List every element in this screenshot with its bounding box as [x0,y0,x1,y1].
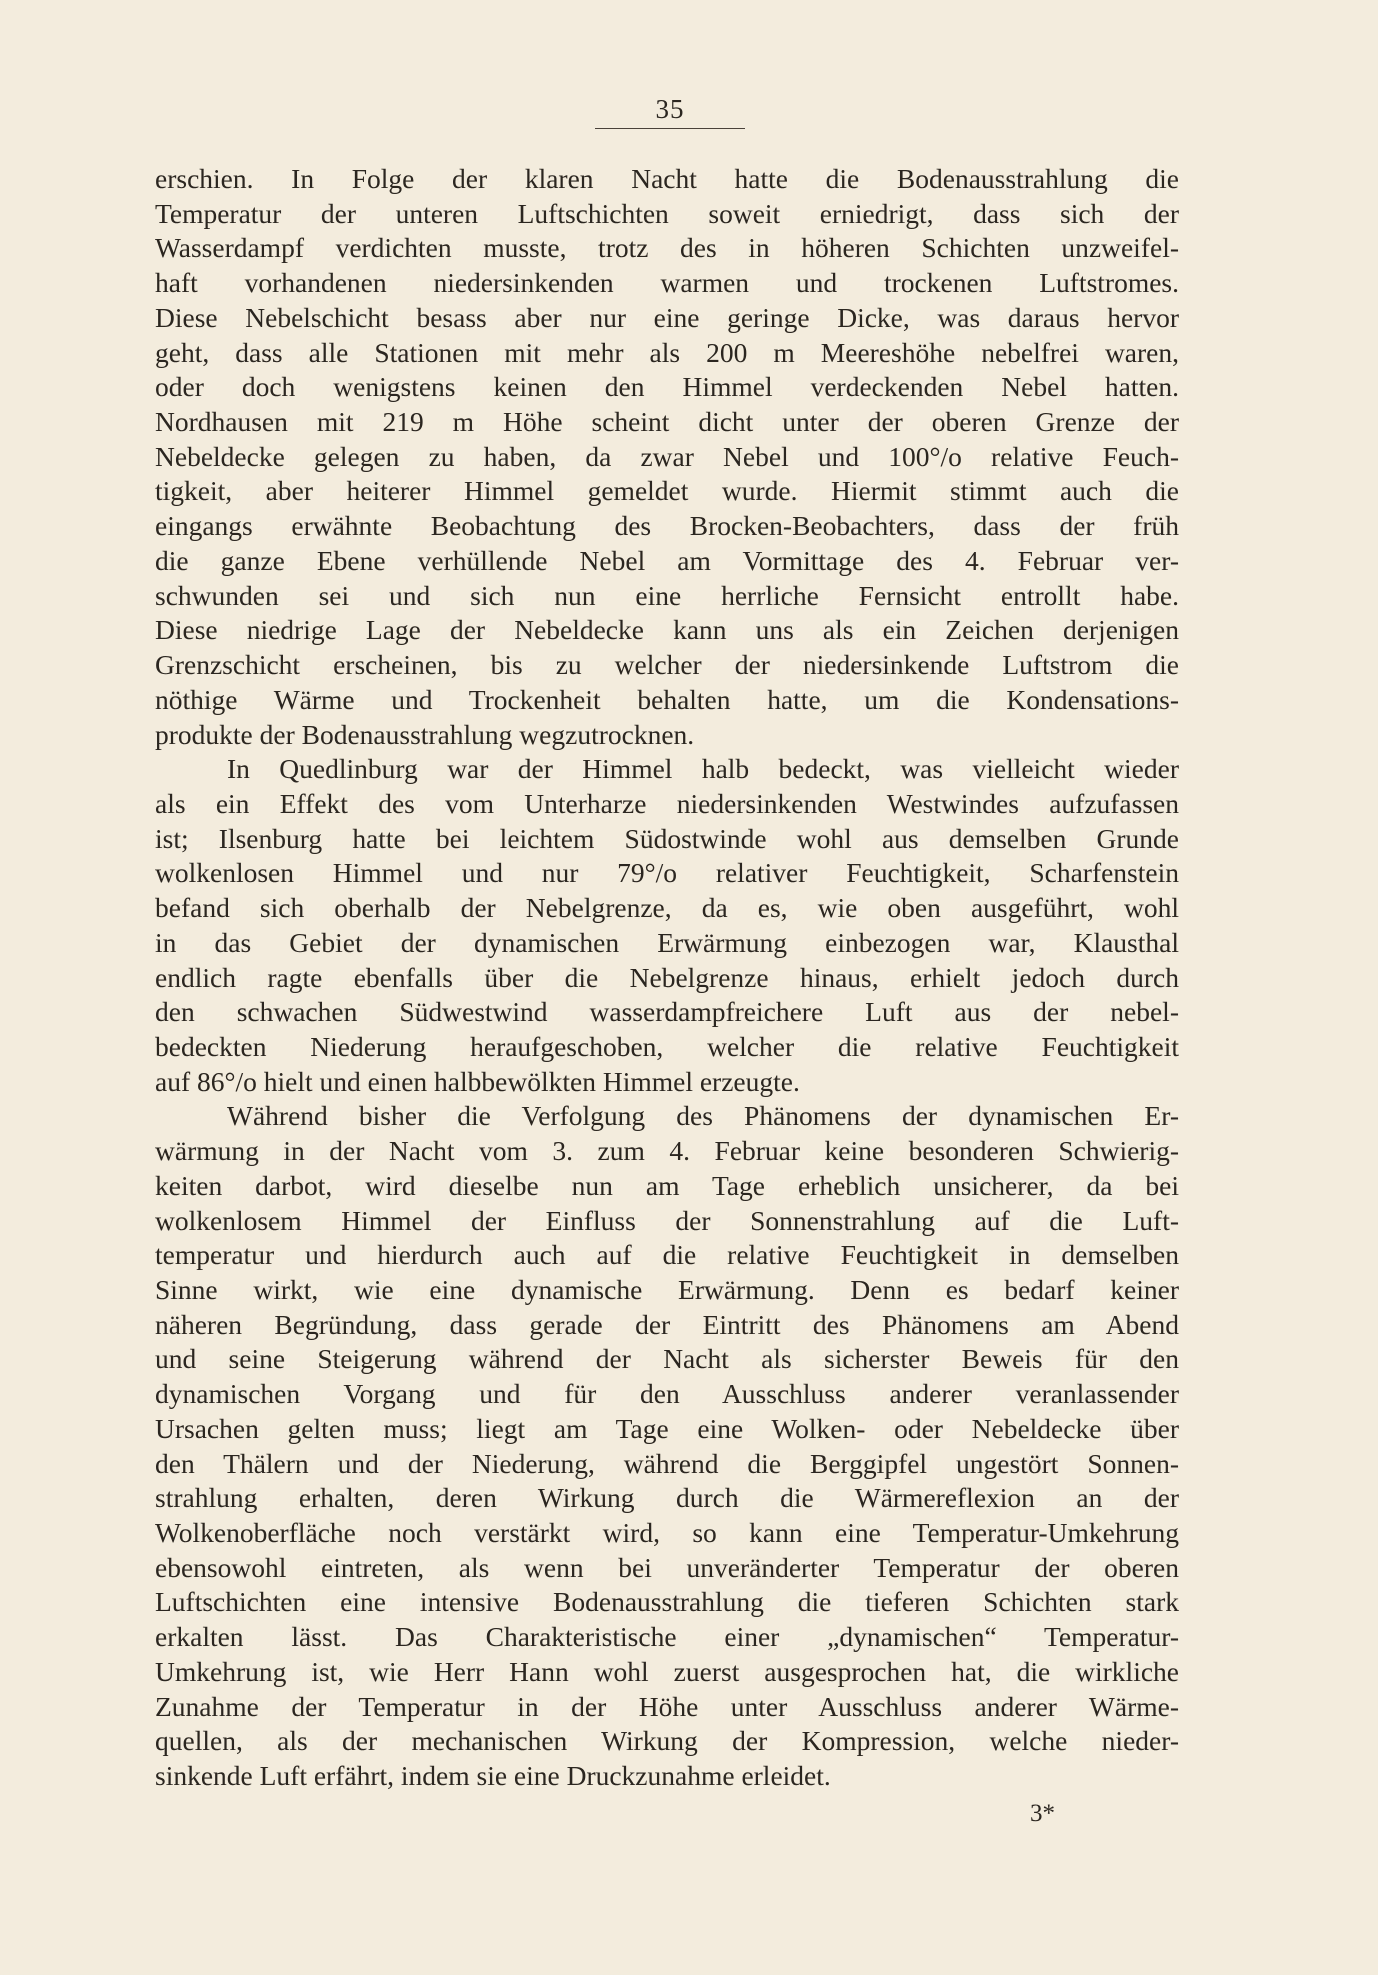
text-line: temperatur und hierdurch auch auf die relative Feuchtigkeit in demselben [155,1239,1179,1271]
text-line: geht, dass alle Stationen mit mehr als 200 m Meereshöhe nebelfrei waren, [155,336,1179,368]
body-text [155,162,1179,1794]
text-line: auf 86°/o hielt und einen halbbewölkten Himmel erzeugte. [155,1065,800,1097]
text-line: oder doch wenigstens keinen den Himmel verdeckenden Nebel hatten. [155,371,1179,403]
text-line: die ganze Ebene verhüllende Nebel am Vormittage des 4. Februar ver- [155,544,1179,576]
text-line: wärmung in der Nacht vom 3. zum 4. Februar keine besonderen Schwierig- [155,1135,1179,1167]
text-line: Zunahme der Temperatur in der Höhe unter Ausschluss anderer Wärme- [155,1690,1179,1722]
text-line: tigkeit, aber heiterer Himmel gemeldet wurde. Hiermit stimmt auch die [155,475,1179,507]
text-line: befand sich oberhalb der Nebelgrenze, da es, wie oben ausgeführt, wohl [155,892,1179,924]
text-line: näheren Begründung, dass gerade der Eintritt des Phänomens am Abend [155,1308,1179,1340]
text-line: erkalten lässt. Das Charakteristische einer „dynamischen“ Temperatur- [155,1621,1179,1653]
text-line: und seine Steigerung während der Nacht als sicherster Beweis für den [155,1343,1179,1375]
page-number: 35 [655,94,685,124]
text-line: quellen, als der mechanischen Wirkung der Kompression, welche nieder- [155,1725,1179,1757]
text-line: sinkende Luft erfährt, indem sie eine Druckzunahme erleidet. [155,1760,831,1792]
text-line: den Thälern und der Niederung, während die Berggipfel ungestört Sonnen- [155,1447,1179,1479]
text-line: in das Gebiet der dynamischen Erwärmung einbezogen war, Klausthal [155,926,1179,958]
text-line: Während bisher die Verfolgung des Phänomens der dynamischen Er- [227,1100,1179,1132]
text-line: schwunden sei und sich nun eine herrliche Fernsicht entrollt habe. [155,579,1179,611]
text-line: Wasserdampf verdichten musste, trotz des in höheren Schichten unzweifel- [155,232,1179,264]
text-line: ist; Ilsenburg hatte bei leichtem Südostwinde wohl aus demselben Grunde [155,822,1179,854]
text-line: als ein Effekt des vom Unterharze niedersinkenden Westwindes aufzufassen [155,787,1179,819]
text-line: Wolkenoberfläche noch verstärkt wird, so kann eine Temperatur-Umkehrung [155,1517,1179,1549]
text-line: strahlung erhalten, deren Wirkung durch die Wärmereflexion an der [155,1482,1179,1514]
signature-mark: 3* [1030,1800,1055,1827]
text-line: Umkehrung ist, wie Herr Hann wohl zuerst ausgesprochen hat, die wirkliche [155,1655,1179,1687]
text-line: Sinne wirkt, wie eine dynamische Erwärmung. Denn es bedarf keiner [155,1274,1179,1305]
text-line: erschien. In Folge der klaren Nacht hatte die Bodenausstrahlung die [155,163,1179,194]
text-line: keiten darbot, wird dieselbe nun am Tage erheblich unsicherer, da bei [155,1169,1179,1201]
page-header [595,92,745,129]
text-line: produkte der Bodenausstrahlung wegzutrocknen. [155,718,695,750]
text-line: haft vorhandenen niedersinkenden warmen und trockenen Luftstromes. [155,267,1179,299]
text-line: Temperatur der unteren Luftschichten soweit erniedrigt, dass sich der [155,197,1179,229]
text-line: Nordhausen mit 219 m Höhe scheint dicht unter der oberen Grenze der [155,406,1179,438]
text-line: Luftschichten eine intensive Bodenausstrahlung die tieferen Schichten stark [155,1586,1179,1618]
text-line: Grenzschicht erscheinen, bis zu welcher der niedersinkende Luftstrom die [155,649,1179,681]
text-line: Diese niedrige Lage der Nebeldecke kann uns als ein Zeichen derjenigen [155,614,1179,646]
text-line: eingangs erwähnte Beobachtung des Brocken-Beobachters, dass der früh [155,510,1179,542]
text-line: Ursachen gelten muss; liegt am Tage eine Wolken- oder Nebeldecke über [155,1412,1179,1444]
text-line: ebensowohl eintreten, als wenn bei unveränderter Temperatur der oberen [155,1551,1179,1583]
text-line: wolkenlosen Himmel und nur 79°/o relativer Feuchtigkeit, Scharfenstein [155,857,1179,889]
header-rule [595,128,745,129]
text-line: bedeckten Niederung heraufgeschoben, welcher die relative Feuchtigkeit [155,1030,1179,1062]
text-line: Nebeldecke gelegen zu haben, da zwar Nebel und 100°/o relative Feuch- [155,440,1179,472]
text-line: endlich ragte ebenfalls über die Nebelgrenze hinaus, erhielt jedoch durch [155,961,1179,993]
text-line: In Quedlinburg war der Himmel halb bedeckt, was vielleicht wieder [227,753,1179,785]
text-line: dynamischen Vorgang und für den Ausschluss anderer veranlassender [155,1378,1179,1410]
text-line: nöthige Wärme und Trockenheit behalten hatte, um die Kondensations- [155,683,1179,715]
text-line: Diese Nebelschicht besass aber nur eine geringe Dicke, was daraus hervor [155,301,1179,333]
text-line: wolkenlosem Himmel der Einfluss der Sonnenstrahlung auf die Luft- [155,1204,1179,1236]
text-line: den schwachen Südwestwind wasserdampfreichere Luft aus der nebel- [155,996,1179,1028]
